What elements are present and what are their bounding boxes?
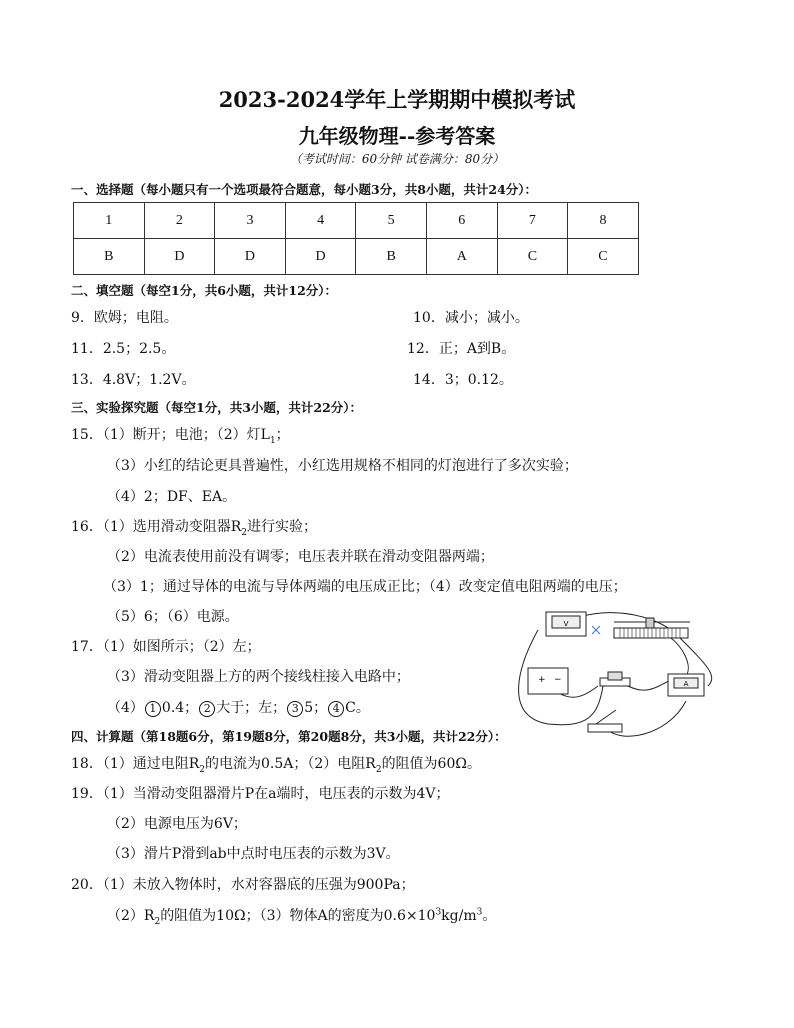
page-title: 2023-2024学年上学期期中模拟考试 (218, 87, 576, 112)
subscript: 2 (154, 916, 161, 927)
answer-q19-3: （3）滑片P滑到ab中点时电压表的示数为3V。 (107, 846, 400, 862)
table-cell: 7 (497, 203, 568, 239)
answer-q16-5: （5）6；（6）电源。 (107, 609, 239, 625)
answer-q11: 11．2.5；2.5。 (71, 341, 176, 357)
circled-number: 3 (287, 701, 303, 717)
answer-q17-3: （3）滑动变阻器上方的两个接线柱接入电路中； (107, 669, 410, 685)
answer-q20-1: 20．（1）未放入物体时，水对容器底的压强为900Pa； (71, 877, 415, 893)
table-cell: 1 (74, 203, 145, 239)
circled-number: 2 (199, 701, 215, 717)
subscript: 2 (375, 764, 382, 775)
table-cell: D (285, 239, 356, 275)
answer-table (73, 202, 639, 275)
table-cell: 2 (144, 203, 215, 239)
text: 的电流为0.5A；（2）电阻R (205, 756, 376, 772)
text: 0.4； (161, 700, 199, 716)
text: 16．（1）选用滑动变阻器R (71, 519, 242, 535)
circuit-diagram (508, 606, 730, 746)
table-cell: D (215, 239, 286, 275)
answer-q16-3: （3）1；通过导体的电流与导体两端的电压成正比；（4）改变定值电阻两端的电压； (103, 579, 627, 595)
text: 5； (304, 700, 328, 716)
answer-q17-4 (107, 697, 370, 717)
table-cell: B (74, 239, 145, 275)
text: 。 (482, 908, 497, 924)
text: C。 (345, 700, 370, 716)
text: 15．（1）断开；电池；（2）灯L (71, 427, 270, 443)
table-cell: 3 (215, 203, 286, 239)
answer-q13: 13．4.8V；1.2V。 (71, 372, 196, 388)
circled-number: 4 (328, 701, 344, 717)
battery-minus: − (554, 675, 562, 685)
superscript: 3 (476, 907, 483, 918)
text: 进行实验； (247, 519, 317, 535)
battery-plus: + (538, 675, 546, 685)
table-cell: A (426, 239, 497, 275)
text: （4） (107, 700, 144, 716)
superscript: 3 (435, 907, 442, 918)
voltmeter-symbol: V (563, 620, 569, 628)
answer-q10: 10．减小；减小。 (413, 310, 529, 326)
table-cell: B (356, 239, 427, 275)
battery (528, 668, 568, 694)
table-row (74, 203, 639, 239)
table-cell: C (497, 239, 568, 275)
text: kg/m (441, 908, 477, 924)
answer-q16-2: （2）电流表使用前没有调零；电压表并联在滑动变阻器两端； (107, 549, 494, 565)
text: 的阻值为60Ω。 (381, 756, 481, 772)
answer-q19-1: 19．（1）当滑动变阻器滑片P在a端时，电压表的示数为4V； (71, 786, 450, 802)
circled-number: 1 (145, 701, 161, 717)
table-cell: D (144, 239, 215, 275)
answer-q14: 14．3；0.12。 (413, 372, 513, 388)
subscript: 2 (241, 527, 247, 538)
answer-q9: 9．欧姆；电阻。 (71, 310, 178, 326)
subscript: 2 (199, 764, 205, 775)
text: ； (275, 427, 290, 443)
answer-q19-2: （2）电源电压为6V； (107, 816, 247, 832)
section-4-heading: 四、计算题（第18题6分，第19题8分，第20题8分，共3小题，共计22分）： (71, 729, 507, 744)
text: 18．（1）通过电阻R (71, 756, 200, 772)
table-cell: 4 (285, 203, 356, 239)
subscript: 1 (269, 435, 276, 446)
exam-info: （考试时间：60分钟 试卷满分：80分） (289, 152, 505, 166)
text: 大于；左； (216, 700, 287, 716)
text: 的阻值为10Ω；（3）物体A的密度为0.6×10 (160, 908, 436, 924)
answer-q15-3: （3）小红的结论更具普遍性，小红选用规格不相同的灯泡进行了多次实验； (107, 458, 578, 474)
section-3-heading: 三、实验探究题（每空1分，共3小题，共计22分）： (71, 400, 363, 415)
rheostat (614, 618, 690, 638)
table-cell: 8 (568, 203, 639, 239)
answer-q17-1: 17．（1）如图所示；（2）左； (71, 639, 261, 655)
answer-q18 (71, 753, 481, 775)
answer-q20-2 (107, 905, 496, 927)
answer-q16-1 (71, 516, 317, 538)
answer-q15-1 (71, 424, 290, 446)
section-2-heading: 二、填空题（每空1分，共6小题，共计12分）： (71, 283, 338, 298)
table-cell: 6 (426, 203, 497, 239)
ammeter-symbol: A (683, 680, 689, 688)
table-cell: C (568, 239, 639, 275)
resistor (600, 672, 630, 686)
section-1-heading: 一、选择题（每小题只有一个选项最符合题意，每小题3分，共8小题，共计24分）： (71, 182, 538, 197)
table-cell: 5 (356, 203, 427, 239)
text: （2）R (107, 908, 155, 924)
page-subtitle: 九年级物理--参考答案 (298, 124, 496, 148)
answer-q15-4: （4）2；DF、EA。 (107, 489, 237, 505)
table-row (74, 239, 639, 275)
answer-q12: 12．正；A到B。 (407, 341, 516, 357)
